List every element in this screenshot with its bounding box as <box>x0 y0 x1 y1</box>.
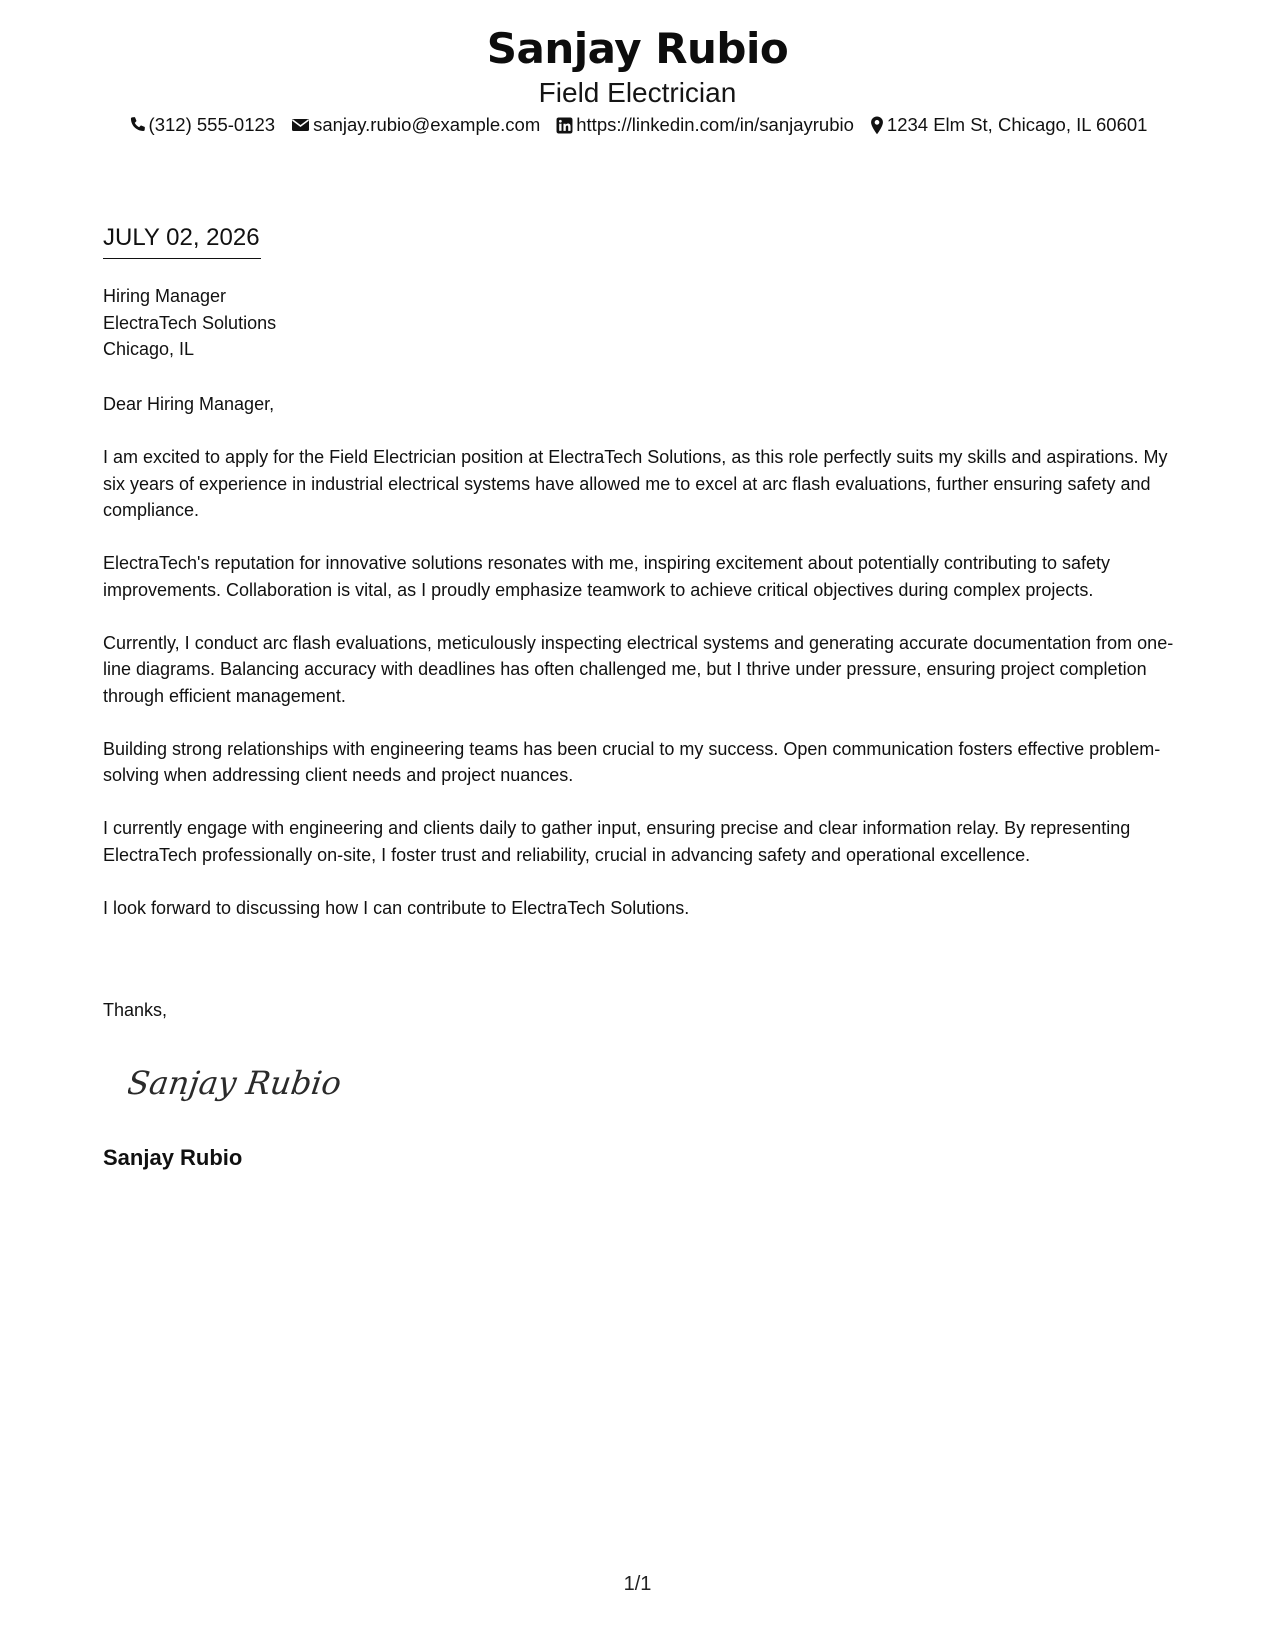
applicant-name: Sanjay Rubio <box>486 24 789 73</box>
handwritten-signature <box>128 1052 348 1112</box>
body-paragraph: I look forward to discussing how I can contribute to ElectraTech Solutions. <box>103 897 690 918</box>
closing-text: Thanks, <box>103 1000 168 1020</box>
phone-icon <box>128 116 146 134</box>
body-paragraph: ElectraTech's reputation for innovative solutions resonates with me, inspiring excitement about potentially contributing to safety improvements. Collaboration is vital, as I proudly emphasize teamwork to achieve critical objectives during complex projects. <box>103 553 1110 600</box>
contact-linkedin[interactable] <box>556 112 854 138</box>
signer-name: Sanjay Rubio <box>103 1145 243 1170</box>
body-paragraph: I currently engage with engineering and clients daily to gather input, ensuring precise and clear information relay. By representing ElectraTech professionally on-site, I foster trust and reliability, crucial in advancing safety and operational excellence. <box>103 818 1131 865</box>
linkedin-icon <box>556 117 573 134</box>
phone-text: (312) 555-0123 <box>148 114 276 135</box>
email-text[interactable]: sanjay.rubio@example.com <box>313 114 541 135</box>
svg-text:Sanjay Rubio: Sanjay Rubio <box>128 1064 344 1102</box>
letter-date: JULY 02, 2026 <box>103 222 261 259</box>
address-text: 1234 Elm St, Chicago, IL 60601 <box>886 114 1148 135</box>
contact-email[interactable] <box>291 112 540 138</box>
contact-phone <box>128 112 276 138</box>
envelope-icon <box>291 117 310 133</box>
letter-header <box>0 22 1275 110</box>
recipient-company: ElectraTech Solutions <box>103 312 277 333</box>
linkedin-text[interactable]: https://linkedin.com/in/sanjayrubio <box>576 114 854 135</box>
page-number: 1/1 <box>623 1573 652 1595</box>
applicant-title: Field Electrician <box>538 77 737 108</box>
recipient-block <box>103 283 276 363</box>
body-paragraph: Building strong relationships with engineering teams has been crucial to my success. Open communication fosters effective problem-solving when addressing client needs and project nuances. <box>103 738 1161 785</box>
letter-date-block <box>103 222 261 259</box>
map-marker-icon <box>870 116 884 135</box>
contact-bar <box>0 112 1275 138</box>
body-paragraph: I am excited to apply for the Field Electrician position at ElectraTech Solutions, as this role perfectly suits my skills and aspirations. My six years of experience in industrial electrical systems have allowed me to excel at arc flash evaluations, further ensuring safety and compliance. <box>103 447 1168 520</box>
recipient-location: Chicago, IL <box>103 339 195 359</box>
contact-address <box>870 112 1148 138</box>
letter-body <box>103 391 1178 948</box>
salutation: Dear Hiring Manager, <box>103 394 275 414</box>
body-paragraph: Currently, I conduct arc flash evaluations, meticulously inspecting electrical systems and generating accurate documentation from one-line diagrams. Balancing accuracy with deadlines has often challenged me, but I thrive under pressure, ensuring project completion through efficient management. <box>103 632 1174 706</box>
recipient-name: Hiring Manager <box>103 286 227 306</box>
